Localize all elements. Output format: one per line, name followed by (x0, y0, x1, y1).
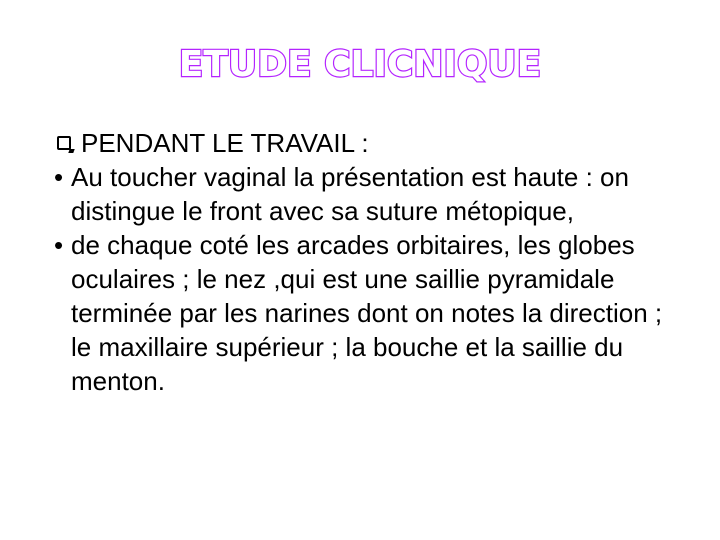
bullet-text: de chaque coté les arcades orbitaires, les globes oculaires ; le nez ,qui est une saillie pyramidale terminée par les narines dont on notes la direction ; le maxillaire supérieur ; la bouche et la saillie du menton. (71, 230, 663, 396)
section-heading-text: PENDANT LE TRAVAIL : (81, 128, 369, 158)
bullet-dot-icon: • (54, 230, 64, 260)
slide-title: ETUDE CLICNIQUE (178, 44, 542, 85)
section-heading (54, 126, 684, 160)
bullet-text: Au toucher vaginal la présentation est haute : on distingue le front avec sa suture métopique, (71, 162, 629, 226)
slide-body (54, 126, 684, 398)
bullet-dot-icon: • (54, 162, 64, 192)
bullet-item (54, 228, 684, 398)
bullet-item (54, 160, 684, 228)
bullet-list (54, 160, 684, 398)
checkbox-bullet-icon (57, 136, 71, 150)
